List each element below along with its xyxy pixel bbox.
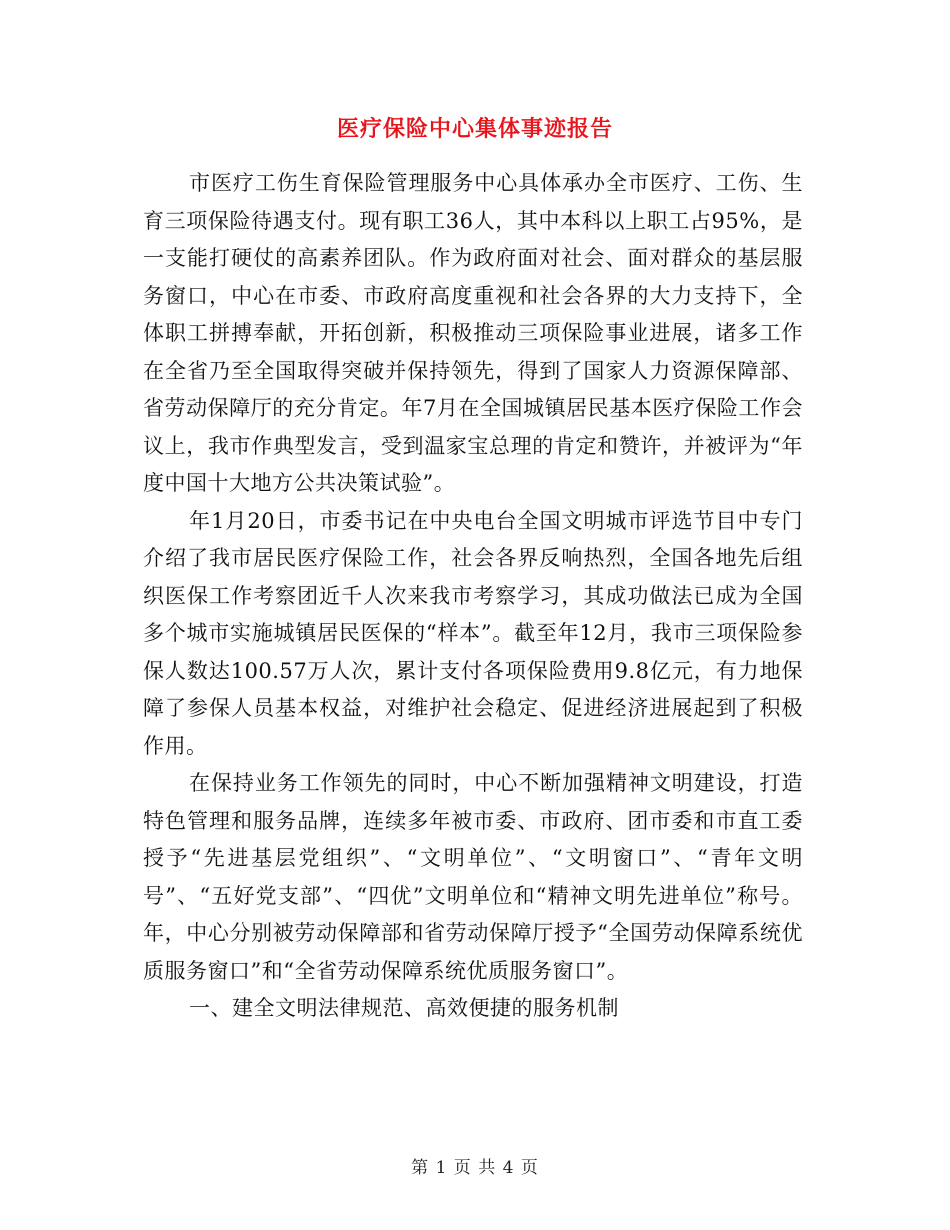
page-footer: 第 1 页 共 4 页: [411, 1158, 539, 1178]
document-title: 医疗保险中心集体事迹报告: [336, 116, 613, 142]
document-body: [143, 165, 803, 1028]
paragraph-3: 在保持业务工作领先的同时，中心不断加强精神文明建设，打造特色管理和服务品牌，连续多年被市委、市政府、团市委和市直工委授予“先进基层党组织”、“文明单位”、“文明窗口”、“青年文明号”、“五好党支部”、“四优”文明单位和“精神文明先进单位”称号。年，中心分别被劳动保障部和省劳动保障厅授予“全国劳动保障系统优质服务窗口”和“全省劳动保障系统优质服务窗口”。: [143, 771, 803, 983]
paragraph-2: 年1月20日，市委书记在中央电台全国文明城市评选节目中专门介绍了我市居民医疗保险工作，社会各界反响热烈，全国各地先后组织医保工作考察团近千人次来我市考察学习，其成功做法已成为全国多个城市实施城镇居民医保的“样本”。截至年12月，我市三项保险参保人数达100.57万人次，累计支付各项保险费用9.8亿元，有力地保障了参保人员基本权益，对维护社会稳定、促进经济进展起到了积极作用。: [143, 508, 803, 758]
paragraph-1: 市医疗工伤生育保险管理服务中心具体承办全市医疗、工伤、生育三项保险待遇支付。现有职工36人，其中本科以上职工占95%，是一支能打硬仗的高素养团队。作为政府面对社会、面对群众的基层服务窗口，中心在市委、市政府高度重视和社会各界的大力支持下，全体职工拼搏奉献，开拓创新，积极推动三项保险事业进展，诸多工作在全省乃至全国取得突破并保持领先，得到了国家人力资源保障部、省劳动保障厅的充分肯定。年7月在全国城镇居民基本医疗保险工作会议上，我市作典型发言，受到温家宝总理的肯定和赞许，并被评为“年度中国十大地方公共决策试验”。: [143, 171, 803, 495]
section-heading: 一、建全文明法律规范、高效便捷的服务机制: [189, 996, 619, 1020]
